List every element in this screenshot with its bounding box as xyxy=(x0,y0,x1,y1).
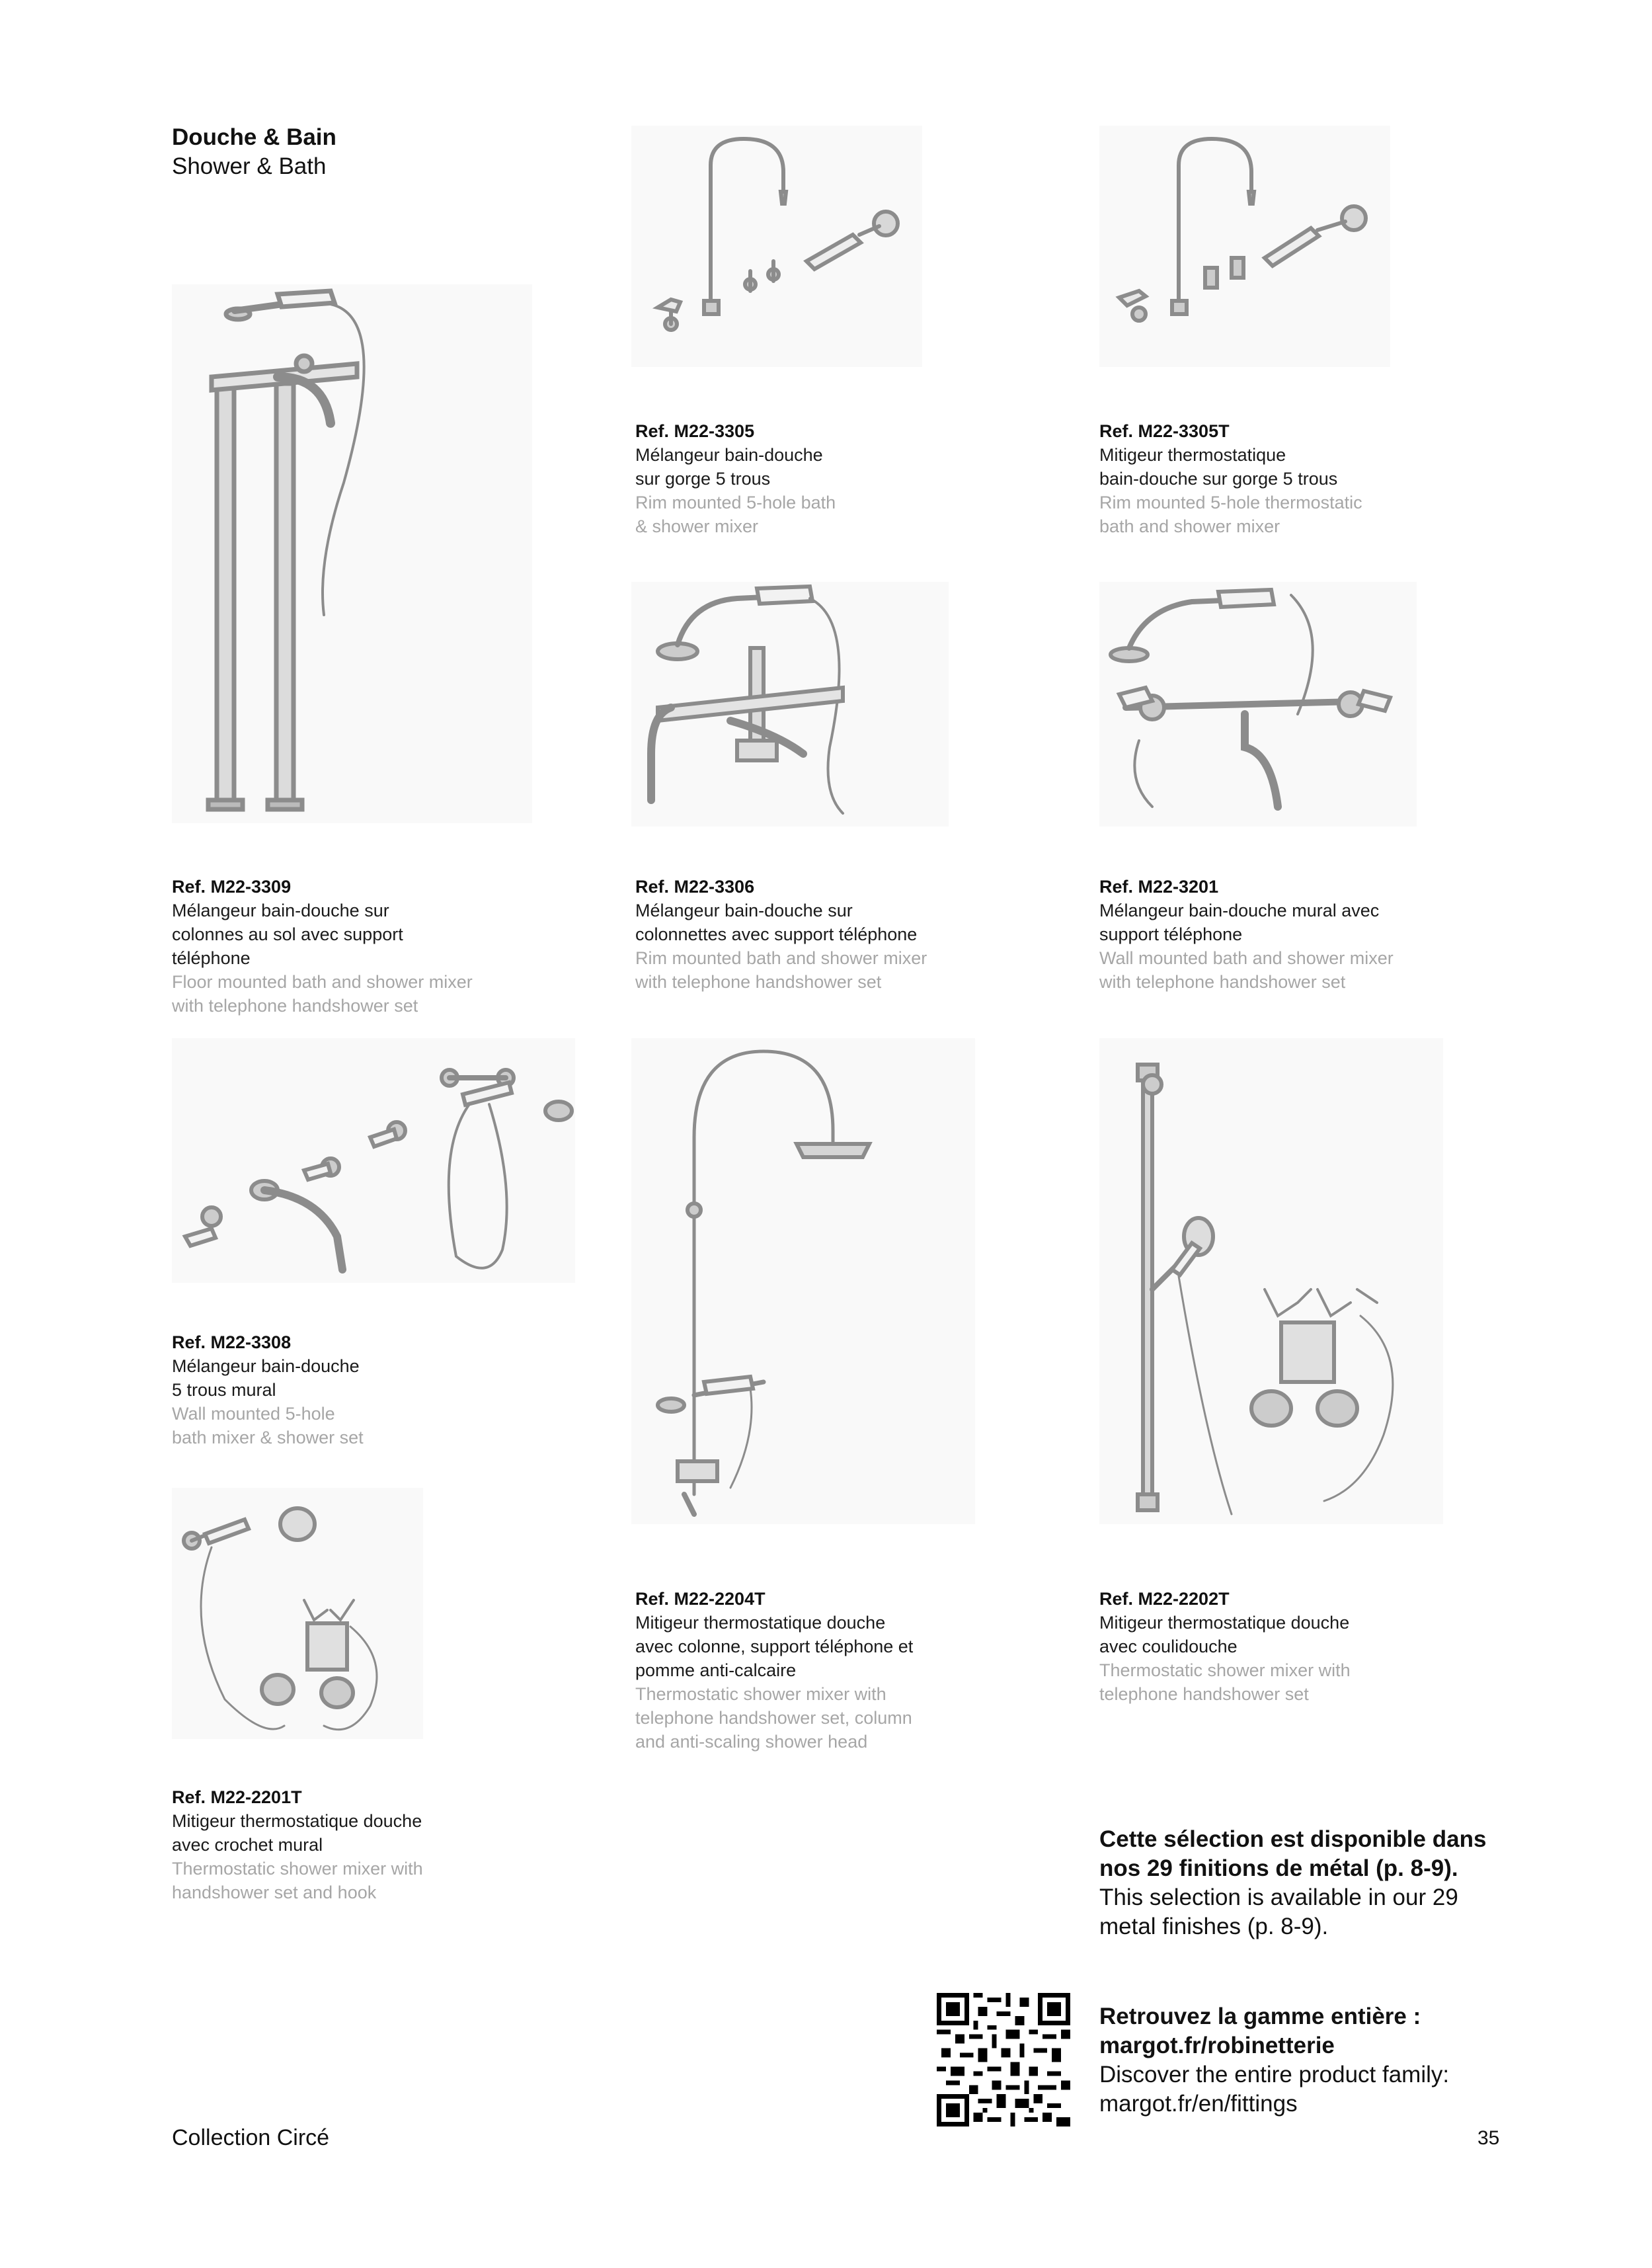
product-caption-m22-2202t xyxy=(1099,1587,1470,1706)
product-name-en: Wall mounted bath and shower mixer with telephone handshower set xyxy=(1099,948,1394,992)
product-name-fr: Mitigeur thermostatique douche avec crochet mural xyxy=(172,1811,422,1855)
product-caption-m22-3201 xyxy=(1099,875,1470,994)
product-ref: Ref. M22-2204T xyxy=(635,1589,766,1609)
product-image-m22-3305 xyxy=(631,126,922,367)
product-name-en: Floor mounted bath and shower mixer with telephone handshower set xyxy=(172,972,473,1016)
product-name-fr: Mélangeur bain-douche sur colonnes au sol avec support téléphone xyxy=(172,901,403,968)
product-name-en: Rim mounted bath and shower mixer with telephone handshower set xyxy=(635,948,927,992)
product-image-m22-3309 xyxy=(172,284,532,823)
product-image-m22-3201 xyxy=(1099,582,1417,827)
product-name-fr: Mélangeur bain-douche sur gorge 5 trous xyxy=(635,445,823,489)
section-title: Douche & Bain xyxy=(172,124,336,150)
product-name-en: Thermostatic shower mixer with handshower set and hook xyxy=(172,1859,423,1902)
product-image-m22-3306 xyxy=(631,582,949,827)
qr-code-icon[interactable] xyxy=(937,1993,1070,2126)
product-image-m22-3308 xyxy=(172,1038,575,1283)
section-heading xyxy=(172,123,336,181)
product-image-m22-2201t xyxy=(172,1488,423,1739)
section-subtitle: Shower & Bath xyxy=(172,153,327,179)
page-number: 35 xyxy=(1477,2127,1500,2149)
availability-note xyxy=(1099,1825,1575,1941)
product-name-en: Rim mounted 5-hole bath & shower mixer xyxy=(635,493,836,536)
product-ref: Ref. M22-2202T xyxy=(1099,1589,1230,1609)
product-image-m22-2202t xyxy=(1099,1038,1443,1524)
product-name-fr: Mélangeur bain-douche mural avec support téléphone xyxy=(1099,901,1380,944)
product-name-fr: Mélangeur bain-douche 5 trous mural xyxy=(172,1356,360,1400)
product-caption-m22-3305t xyxy=(1099,419,1470,538)
product-ref: Ref. M22-3306 xyxy=(635,877,755,897)
product-ref: Ref. M22-3305 xyxy=(635,421,755,441)
discover-note xyxy=(1099,2002,1575,2119)
product-ref: Ref. M22-3305T xyxy=(1099,421,1230,441)
product-ref: Ref. M22-3201 xyxy=(1099,877,1219,897)
product-caption-m22-3308 xyxy=(172,1330,542,1449)
product-caption-m22-2201t xyxy=(172,1785,542,1904)
product-image-m22-3305t xyxy=(1099,126,1390,367)
product-name-en: Wall mounted 5-hole bath mixer & shower set xyxy=(172,1404,364,1447)
product-ref: Ref. M22-3308 xyxy=(172,1332,292,1352)
availability-fr: Cette sélection est disponible dans nos 29 finitions de métal (p. 8-9). xyxy=(1099,1826,1487,1881)
product-caption-m22-3309 xyxy=(172,875,542,1018)
product-name-fr: Mitigeur thermostatique douche avec coulidouche xyxy=(1099,1613,1350,1656)
product-name-en: Thermostatic shower mixer with telephone handshower set, column and anti-scaling shower head xyxy=(635,1684,912,1752)
product-ref: Ref. M22-3309 xyxy=(172,877,292,897)
discover-fr[interactable]: Retrouvez la gamme entière : margot.fr/robinetterie xyxy=(1099,2004,1421,2058)
product-name-fr: Mitigeur thermostatique bain-douche sur gorge 5 trous xyxy=(1099,445,1338,489)
product-name-en: Rim mounted 5-hole thermostatic bath and shower mixer xyxy=(1099,493,1362,536)
collection-name: Collection Circé xyxy=(172,2125,330,2150)
product-caption-m22-2204t xyxy=(635,1587,1005,1754)
product-caption-m22-3305 xyxy=(635,419,1005,538)
product-ref: Ref. M22-2201T xyxy=(172,1787,302,1807)
product-name-fr: Mitigeur thermostatique douche avec colonne, support téléphone et pomme anti-calcaire xyxy=(635,1613,914,1680)
product-name-fr: Mélangeur bain-douche sur colonnettes avec support téléphone xyxy=(635,901,918,944)
discover-en[interactable]: Discover the entire product family: margot.fr/en/fittings xyxy=(1099,2062,1450,2117)
product-name-en: Thermostatic shower mixer with telephone handshower set xyxy=(1099,1660,1351,1704)
product-image-m22-2204t xyxy=(631,1038,975,1524)
availability-en: This selection is available in our 29 metal finishes (p. 8-9). xyxy=(1099,1884,1458,1939)
product-caption-m22-3306 xyxy=(635,875,1005,994)
